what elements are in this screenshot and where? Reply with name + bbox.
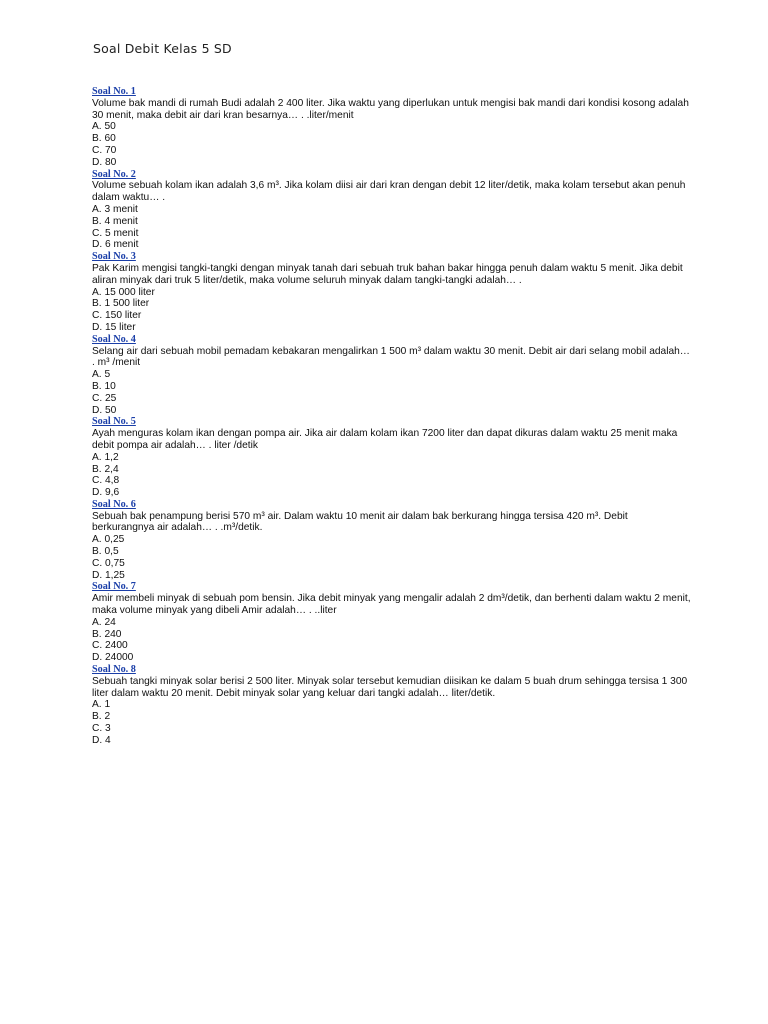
question-heading-link[interactable]: Soal No. 4 xyxy=(92,333,136,345)
answer-option: B. 240 xyxy=(92,628,122,640)
question-block xyxy=(92,86,692,169)
question-block xyxy=(92,251,692,334)
question-text: Amir membeli minyak di sebuah pom bensin. Jika debit minyak yang mengalir adalah 2 dm³/detik, dan berhenti dalam waktu 2 menit, maka volume minyak yang dibeli Amir adalah… . ..liter xyxy=(92,593,691,617)
question-heading-link[interactable]: Soal No. 6 xyxy=(92,498,136,510)
question-block xyxy=(92,169,692,252)
question-heading-link[interactable]: Soal No. 7 xyxy=(92,581,136,593)
question-list xyxy=(92,86,692,747)
answer-option: C. 0,75 xyxy=(92,557,125,569)
answer-option: D. 1,25 xyxy=(92,569,125,581)
answer-option: D. 50 xyxy=(92,404,117,416)
answer-option: C. 3 xyxy=(92,723,111,735)
answer-option: D. 6 menit xyxy=(92,239,139,251)
answer-option: A. 50 xyxy=(92,121,116,133)
answer-option: D. 24000 xyxy=(92,652,134,664)
answer-option: C. 70 xyxy=(92,144,117,156)
answer-option: D. 9,6 xyxy=(92,487,120,499)
question-block xyxy=(92,581,692,664)
question-heading-link[interactable]: Soal No. 8 xyxy=(92,664,136,676)
answer-option: A. 0,25 xyxy=(92,534,125,546)
question-text: Ayah menguras kolam ikan dengan pompa air. Jika air dalam kolam ikan 7200 liter dan dapat dikuras dalam waktu 25 menit maka debit pompa air adalah… . liter /detik xyxy=(92,428,678,451)
answer-option: D. 4 xyxy=(92,734,111,746)
answer-option: B. 1 500 liter xyxy=(92,298,150,310)
question-heading-link[interactable]: Soal No. 2 xyxy=(92,168,136,180)
question-heading-link[interactable]: Soal No. 1 xyxy=(92,86,136,97)
answer-option: C. 2400 xyxy=(92,640,128,652)
question-heading-link[interactable]: Soal No. 5 xyxy=(92,416,136,428)
answer-option: A. 24 xyxy=(92,616,116,628)
answer-option: B. 2 xyxy=(92,711,111,723)
document-title: Soal Debit Kelas 5 SD xyxy=(93,41,232,56)
answer-option: A. 5 xyxy=(92,369,111,381)
answer-option: C. 5 menit xyxy=(92,227,139,239)
answer-option: B. 10 xyxy=(92,380,116,392)
answer-option: D. 15 liter xyxy=(92,321,136,333)
question-block xyxy=(92,334,692,417)
answer-option: D. 80 xyxy=(92,156,117,168)
answer-option: A. 1 xyxy=(92,699,111,711)
question-text: Sebuah tangki minyak solar berisi 2 500 liter. Minyak solar tersebut kemudian diisikan ke dalam 5 buah drum sehingga tersisa 1 300 liter dalam waktu 20 menit. Debit minyak solar yang keluar dari tangki adalah… liter/detik. xyxy=(92,675,688,699)
answer-option: B. 2,4 xyxy=(92,463,119,475)
answer-option: A. 3 menit xyxy=(92,203,138,215)
answer-option: C. 4,8 xyxy=(92,475,120,487)
answer-option: C. 25 xyxy=(92,392,117,404)
answer-option: A. 15 000 liter xyxy=(92,286,155,298)
answer-option: B. 0,5 xyxy=(92,546,119,558)
answer-option: C. 150 liter xyxy=(92,310,142,322)
question-block xyxy=(92,499,692,582)
question-text: Selang air dari sebuah mobil pemadam kebakaran mengalirkan 1 500 m³ dalam waktu 30 menit. Debit air dari selang mobil adalah… . m³ /menit xyxy=(92,345,690,369)
question-text: Pak Karim mengisi tangki-tangki dengan minyak tanah dari sebuah truk bahan bakar hingga penuh dalam waktu 5 menit. Jika debit aliran minyak dari truk 5 liter/detik, maka volume seluruh minyak dalam tangki-tangki adalah… . xyxy=(92,262,683,286)
question-text: Sebuah bak penampung berisi 570 m³ air. Dalam waktu 10 menit air dalam bak berkurang hingga tersisa 420 m³. Debit berkurangnya air adalah… . .m³/detik. xyxy=(92,510,628,534)
answer-option: B. 4 menit xyxy=(92,215,138,227)
question-text: Volume sebuah kolam ikan adalah 3,6 m³. Jika kolam diisi air dari kran dengan debit 12 liter/detik, maka kolam tersebut akan penuh dalam waktu… . xyxy=(92,180,686,204)
answer-option: B. 60 xyxy=(92,133,116,145)
question-heading-link[interactable]: Soal No. 3 xyxy=(92,251,136,263)
question-block xyxy=(92,664,692,747)
question-text: Volume bak mandi di rumah Budi adalah 2 400 liter. Jika waktu yang diperlukan untuk mengisi bak mandi dari kondisi kosong adalah 30 menit, maka debit air dari kran besarnya… . .liter/menit xyxy=(92,97,689,121)
answer-option: A. 1,2 xyxy=(92,451,119,463)
question-block xyxy=(92,416,692,499)
